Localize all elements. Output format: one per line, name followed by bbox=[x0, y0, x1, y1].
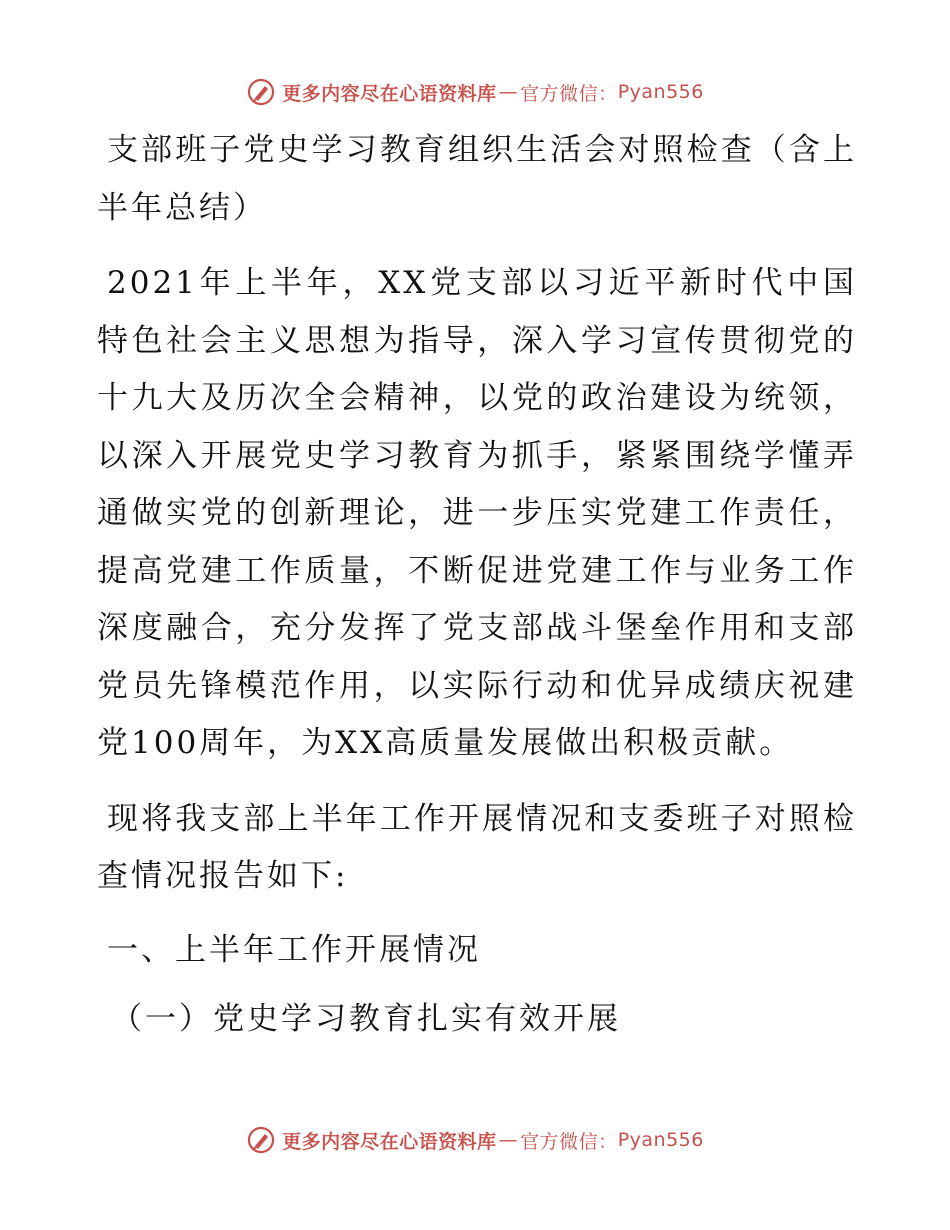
footer-watermark-banner bbox=[0, 1120, 950, 1160]
pen-circle-logo-icon bbox=[246, 1125, 276, 1155]
intro-paragraph: 2021年上半年，XX党支部以习近平新时代中国特色社会主义思想为指导，深入学习宣传贯彻党的十九大及历次全会精神，以党的政治建设为统领，以深入开展党史学习教育为抓手，紧紧围绕学懂弄通做实党的创新理论，进一步压实党建工作责任，提高党建工作质量，不断促进党建工作与业务工作深度融合，充分发挥了党支部战斗堡垒作用和支部党员先锋模范作用，以实际行动和优异成绩庆祝建党100周年，为XX高质量发展做出积极贡献。 bbox=[97, 265, 857, 761]
document-body bbox=[97, 122, 857, 1049]
banner-separator: — bbox=[498, 1129, 519, 1151]
pen-circle-logo-icon bbox=[246, 77, 276, 107]
banner-main-text: 更多内容尽在心语资料库 bbox=[282, 1130, 497, 1153]
report-paragraph: 现将我支部上半年工作开展情况和支委班子对照检查情况报告如下: bbox=[97, 800, 857, 894]
section-heading-2: （一）党史学习教育扎实有效开展 bbox=[111, 1001, 621, 1037]
banner-wechat-label: 官方微信： bbox=[520, 82, 618, 105]
section-heading-1: 一、上半年工作开展情况 bbox=[107, 931, 481, 968]
header-watermark-banner bbox=[0, 72, 950, 112]
banner-wechat-id: Pyan556 bbox=[617, 81, 704, 103]
banner-wechat-label: 官方微信： bbox=[520, 1130, 618, 1153]
document-title: 支部班子党史学习教育组织生活会对照检查（含上半年总结） bbox=[97, 132, 857, 226]
banner-wechat-id: Pyan556 bbox=[617, 1129, 704, 1151]
banner-separator: — bbox=[498, 81, 519, 103]
banner-main-text: 更多内容尽在心语资料库 bbox=[282, 82, 497, 105]
